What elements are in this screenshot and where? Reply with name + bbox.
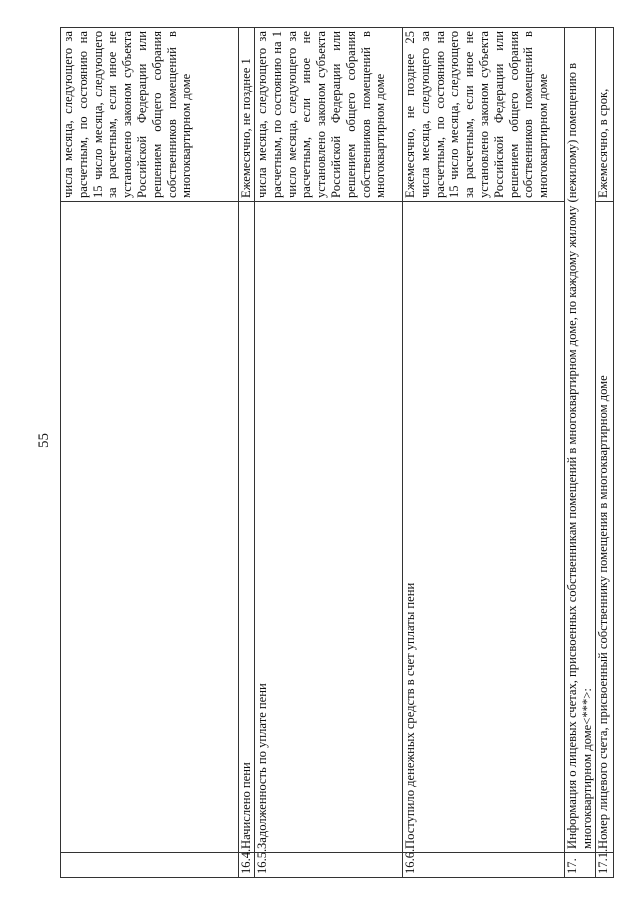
row-number-cell: 17. [565,853,596,878]
description-cell: Задолженность по уплате пени [255,202,403,853]
rotated-page-content [60,28,610,878]
row-number-cell [61,853,239,878]
term-cell: числа месяца, следующего за расчетным, по состоянию на 15 число месяца, следующего за расчетным, если иное не установлено законом субъекта Российской Федерации или решением общего собрания собственников помещений в многоквартирном доме [61,28,239,202]
table-row [595,28,613,878]
row-number-cell: 16.5. [255,853,403,878]
term-cell: Ежемесячно, в срок, [595,28,613,202]
section-heading-cell: Информация о лицевых счетах, присвоенных собственникам помещений в многоквартирном доме, по каждому жилому (нежилому) помещению в многоквартирном доме<***>: [565,28,596,853]
term-cell: числа месяца, следующего за расчетным, по состоянию на 1 число месяца, следующего за расчетным, если иное не установлено законом субъекта Российской Федерации или решением общего собрания собственников помещений в многоквартирном доме [255,28,403,202]
requirements-table [60,27,614,878]
description-cell [61,202,239,853]
row-number-cell: 16.6. [403,853,565,878]
term-cell: Ежемесячно, не позднее 1 [239,28,255,202]
table-row [565,28,596,878]
term-cell: Ежемесячно, не позднее 25 числа месяца, следующего за расчетным, по состоянию на 15 число месяца, следующего за расчетным, если иное не установлено законом субъекта Российской Федерации или решением общего собрания собственников помещений в многоквартирном доме [403,28,565,202]
description-cell: Начислено пени [239,202,255,853]
description-cell: Номер лицевого счета, присвоенный собственнику помещения в многоквартирном доме [595,202,613,853]
page-number: 55 [36,433,52,448]
row-number-cell: 17.1. [595,853,613,878]
table-row [239,28,255,878]
table-row [61,28,239,878]
table-row [403,28,565,878]
table-row [255,28,403,878]
description-cell: Поступило денежных средств в счет уплаты пени [403,202,565,853]
row-number-cell: 16.4. [239,853,255,878]
